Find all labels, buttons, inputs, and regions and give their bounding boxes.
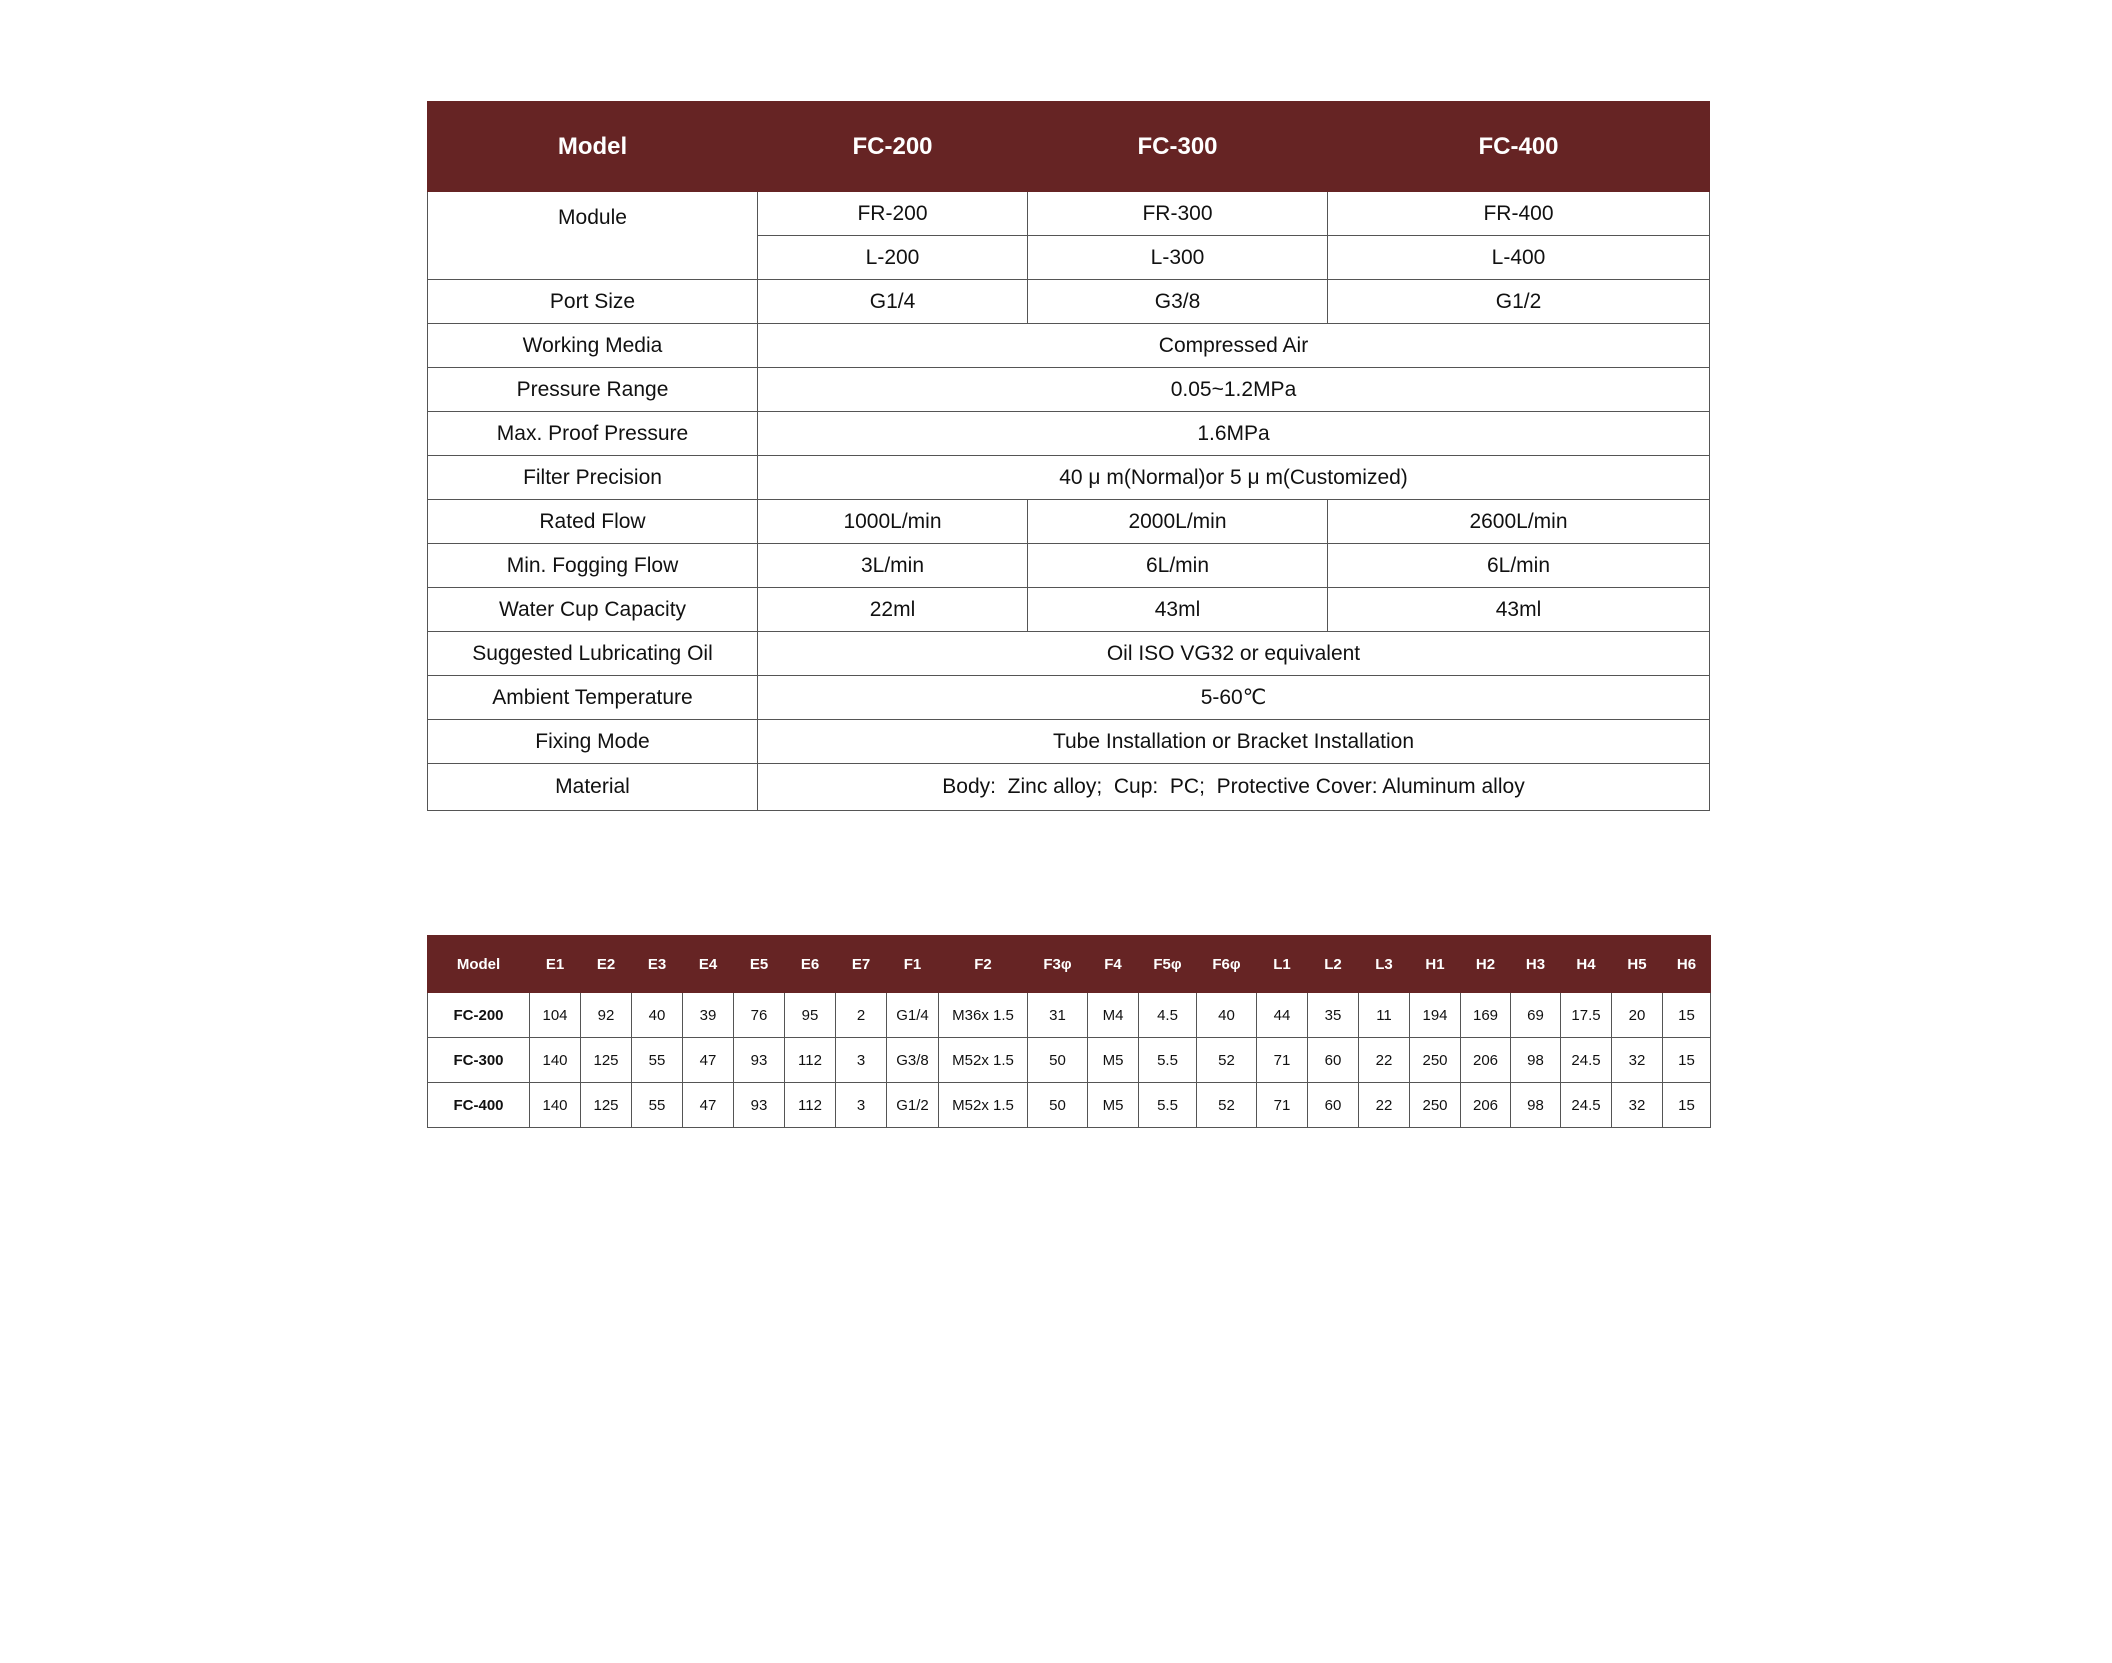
dims-header-row [428,936,1711,993]
module-fr-300: FR-300 [1028,192,1328,236]
dims-cell: 2 [836,993,887,1038]
dims-cell: 206 [1461,1038,1511,1083]
dims-cell: 95 [785,993,836,1038]
water-cup-capacity-300: 43ml [1028,588,1328,632]
spec-row-rated-flow [428,500,1710,544]
spec-header-fc200: FC-200 [758,102,1028,192]
dims-header-l1: L1 [1257,936,1308,993]
dims-cell: 22 [1359,1038,1410,1083]
material-value: Body: Zinc alloy; Cup: PC; Protective Cover: Aluminum alloy [758,764,1710,811]
port-size-300: G3/8 [1028,280,1328,324]
dims-cell: 140 [530,1038,581,1083]
module-fr-200: FR-200 [758,192,1028,236]
module-l-300: L-300 [1028,236,1328,280]
dims-cell: 60 [1308,1083,1359,1128]
module-fr-400: FR-400 [1328,192,1710,236]
water-cup-capacity-400: 43ml [1328,588,1710,632]
dims-cell: 4.5 [1139,993,1197,1038]
dims-cell: M52x 1.5 [939,1083,1028,1128]
dims-cell: 5.5 [1139,1083,1197,1128]
dims-cell: M36x 1.5 [939,993,1028,1038]
dims-header-h3: H3 [1511,936,1561,993]
dims-cell: 47 [683,1083,734,1128]
dims-cell: M4 [1088,993,1139,1038]
spec-row-fixing-mode [428,720,1710,764]
dims-row-model: FC-200 [428,993,530,1038]
dims-header-l3: L3 [1359,936,1410,993]
dims-cell: 104 [530,993,581,1038]
port-size-200: G1/4 [758,280,1028,324]
dims-header-f4: F4 [1088,936,1139,993]
dims-cell: 71 [1257,1083,1308,1128]
dims-cell: 15 [1663,1038,1711,1083]
dims-cell: 5.5 [1139,1038,1197,1083]
spec-row-material [428,764,1710,811]
table-row [428,993,1711,1038]
dims-cell: 3 [836,1038,887,1083]
dims-cell: M5 [1088,1083,1139,1128]
dims-cell: G1/2 [887,1083,939,1128]
fixing-mode-value: Tube Installation or Bracket Installation [758,720,1710,764]
dims-cell: 24.5 [1561,1083,1612,1128]
module-l-200: L-200 [758,236,1028,280]
ambient-temperature-value: 5-60℃ [758,676,1710,720]
dims-cell: 55 [632,1038,683,1083]
table-row [428,1083,1711,1128]
dims-cell: 15 [1663,1083,1711,1128]
min-fogging-flow-200: 3L/min [758,544,1028,588]
dims-header-e5: E5 [734,936,785,993]
dims-cell: 11 [1359,993,1410,1038]
port-size-400: G1/2 [1328,280,1710,324]
dimensions-table [427,935,1711,1128]
dims-cell: 15 [1663,993,1711,1038]
dims-cell: 3 [836,1083,887,1128]
fixing-mode-label: Fixing Mode [428,720,758,764]
dims-cell: 35 [1308,993,1359,1038]
dims-cell: 98 [1511,1038,1561,1083]
rated-flow-400: 2600L/min [1328,500,1710,544]
rated-flow-300: 2000L/min [1028,500,1328,544]
dims-header-h6: H6 [1663,936,1711,993]
dims-header-e4: E4 [683,936,734,993]
spec-row-water-cup-capacity [428,588,1710,632]
spec-row-lubricating-oil [428,632,1710,676]
dims-cell: 76 [734,993,785,1038]
port-size-label: Port Size [428,280,758,324]
rated-flow-200: 1000L/min [758,500,1028,544]
dims-cell: 250 [1410,1083,1461,1128]
dims-cell: 112 [785,1083,836,1128]
dims-cell: 32 [1612,1038,1663,1083]
spec-row-min-fogging-flow [428,544,1710,588]
dims-cell: 50 [1028,1083,1088,1128]
dims-cell: 250 [1410,1038,1461,1083]
min-fogging-flow-300: 6L/min [1028,544,1328,588]
dims-header-h5: H5 [1612,936,1663,993]
dims-cell: 31 [1028,993,1088,1038]
dims-header-h4: H4 [1561,936,1612,993]
pressure-range-label: Pressure Range [428,368,758,412]
water-cup-capacity-label: Water Cup Capacity [428,588,758,632]
spec-row-pressure-range [428,368,1710,412]
dims-header-model: Model [428,936,530,993]
dims-cell: 206 [1461,1083,1511,1128]
dims-row-model: FC-300 [428,1038,530,1083]
spec-header-model: Model [428,102,758,192]
dims-cell: 40 [1197,993,1257,1038]
lubricating-oil-label: Suggested Lubricating Oil [428,632,758,676]
dims-cell: 93 [734,1083,785,1128]
dims-cell: 125 [581,1038,632,1083]
module-label: Module [428,192,758,280]
dims-cell: G3/8 [887,1038,939,1083]
dims-cell: 55 [632,1083,683,1128]
dims-cell: 194 [1410,993,1461,1038]
dims-header-h1: H1 [1410,936,1461,993]
module-l-400: L-400 [1328,236,1710,280]
dims-cell: 20 [1612,993,1663,1038]
spec-table [427,101,1710,811]
dims-header-e7: E7 [836,936,887,993]
dims-cell: 140 [530,1083,581,1128]
spec-row-ambient-temperature [428,676,1710,720]
dims-cell: 125 [581,1083,632,1128]
dims-header-f1: F1 [887,936,939,993]
dims-header-e6: E6 [785,936,836,993]
filter-precision-label: Filter Precision [428,456,758,500]
max-proof-pressure-value: 1.6MPa [758,412,1710,456]
spec-header-fc300: FC-300 [1028,102,1328,192]
dims-cell: 112 [785,1038,836,1083]
material-label: Material [428,764,758,811]
dims-cell: 22 [1359,1083,1410,1128]
dims-cell: 93 [734,1038,785,1083]
dims-cell: 92 [581,993,632,1038]
filter-precision-value: 40 μ m(Normal)or 5 μ m(Customized) [758,456,1710,500]
dims-cell: G1/4 [887,993,939,1038]
dims-cell: 17.5 [1561,993,1612,1038]
dims-cell: 52 [1197,1038,1257,1083]
spec-row-module-fr [428,192,1710,236]
dims-cell: M5 [1088,1038,1139,1083]
dims-header-f6: F6φ [1197,936,1257,993]
dims-cell: 32 [1612,1083,1663,1128]
dims-header-f5: F5φ [1139,936,1197,993]
dims-cell: 50 [1028,1038,1088,1083]
dims-cell: 40 [632,993,683,1038]
spec-header-row [428,102,1710,192]
dims-cell: 98 [1511,1083,1561,1128]
lubricating-oil-value: Oil ISO VG32 or equivalent [758,632,1710,676]
rated-flow-label: Rated Flow [428,500,758,544]
dims-cell: 44 [1257,993,1308,1038]
dims-header-e3: E3 [632,936,683,993]
dims-header-f3: F3φ [1028,936,1088,993]
spec-header-fc400: FC-400 [1328,102,1710,192]
spec-row-filter-precision [428,456,1710,500]
table-row [428,1038,1711,1083]
dims-header-e1: E1 [530,936,581,993]
dims-header-l2: L2 [1308,936,1359,993]
dims-cell: 39 [683,993,734,1038]
dims-cell: M52x 1.5 [939,1038,1028,1083]
max-proof-pressure-label: Max. Proof Pressure [428,412,758,456]
dims-header-e2: E2 [581,936,632,993]
spec-row-max-proof-pressure [428,412,1710,456]
dims-cell: 71 [1257,1038,1308,1083]
dims-cell: 47 [683,1038,734,1083]
dims-cell: 24.5 [1561,1038,1612,1083]
pressure-range-value: 0.05~1.2MPa [758,368,1710,412]
min-fogging-flow-label: Min. Fogging Flow [428,544,758,588]
dims-cell: 52 [1197,1083,1257,1128]
spec-row-working-media [428,324,1710,368]
working-media-label: Working Media [428,324,758,368]
spec-row-port-size [428,280,1710,324]
dims-row-model: FC-400 [428,1083,530,1128]
ambient-temperature-label: Ambient Temperature [428,676,758,720]
dims-cell: 169 [1461,993,1511,1038]
dims-header-h2: H2 [1461,936,1511,993]
working-media-value: Compressed Air [758,324,1710,368]
min-fogging-flow-400: 6L/min [1328,544,1710,588]
dims-header-f2: F2 [939,936,1028,993]
dims-cell: 69 [1511,993,1561,1038]
water-cup-capacity-200: 22ml [758,588,1028,632]
dims-cell: 60 [1308,1038,1359,1083]
